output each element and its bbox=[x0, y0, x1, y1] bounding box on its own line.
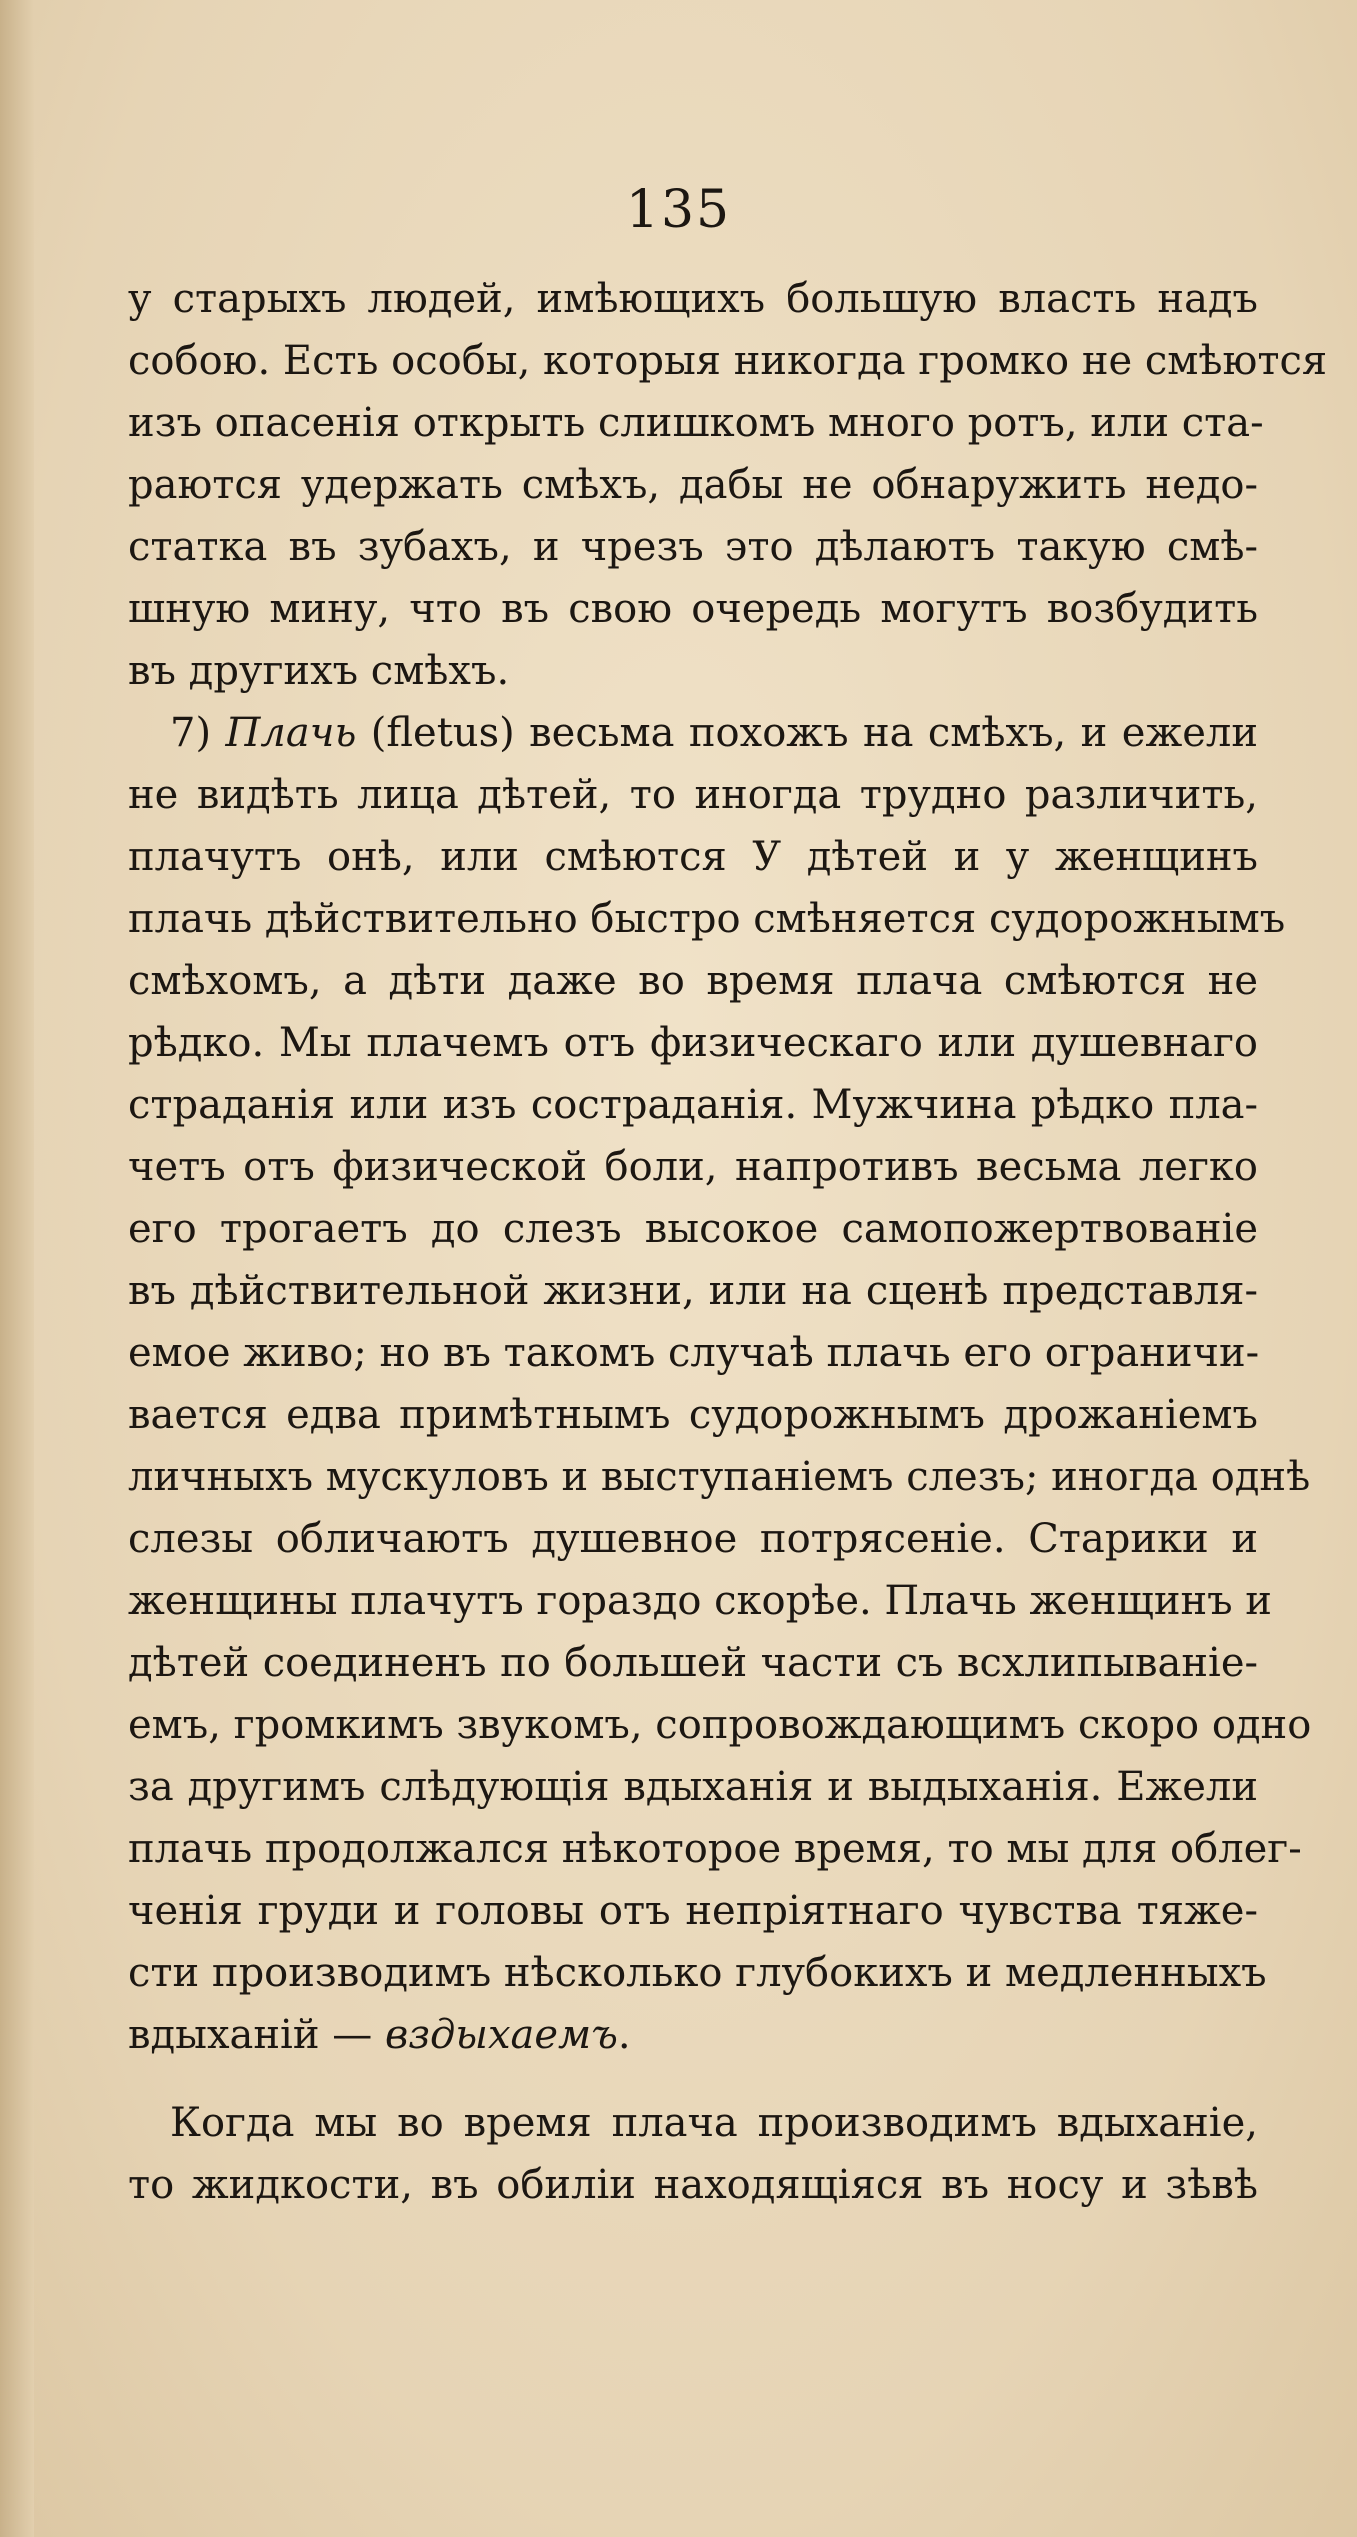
text-line: женщины плачутъ гораздо скорѣе. Плачь женщинъ и bbox=[128, 1578, 1272, 1624]
text-line: то жидкости, въ обиліи находящіяся въ носу и зѣвѣ bbox=[128, 2162, 1258, 2208]
text-line: личныхъ мускуловъ и выступаніемъ слезъ; иногда однѣ bbox=[128, 1454, 1311, 1500]
section-number: 7) bbox=[170, 710, 226, 756]
text-line bbox=[128, 2004, 1258, 2066]
text-line: вается едва примѣтнымъ судорожнымъ дрожаніемъ bbox=[128, 1392, 1258, 1438]
text-line: ченія груди и головы отъ непріятнаго чувства тяже- bbox=[128, 1888, 1258, 1934]
term-italic: вздыхаемъ bbox=[384, 2012, 618, 2058]
body-text bbox=[128, 268, 1328, 2216]
text-line: емъ, громкимъ звукомъ, сопровождающимъ скоро одно bbox=[128, 1702, 1312, 1748]
text-line: не видѣть лица дѣтей, то иногда трудно различить, bbox=[128, 772, 1258, 818]
text-line: у старыхъ людей, имѣющихъ большую власть надъ bbox=[128, 276, 1258, 322]
text-line: страданія или изъ состраданія. Мужчина рѣдко пла- bbox=[128, 1082, 1258, 1128]
page-gutter bbox=[0, 0, 34, 2537]
text-line: собою. Есть особы, которыя никогда громко не смѣются bbox=[128, 338, 1328, 384]
text-line: раются удержать смѣхъ, дабы не обнаружить недо- bbox=[128, 462, 1258, 508]
text-line: смѣхомъ, а дѣти даже во время плача смѣются не bbox=[128, 958, 1258, 1004]
paragraph-7-first-line bbox=[128, 702, 1258, 764]
text-line: слезы обличаютъ душевное потрясеніе. Старики и bbox=[128, 1516, 1258, 1562]
page-number: 135 bbox=[625, 180, 732, 240]
text-line: четъ отъ физической боли, напротивъ весьма легко bbox=[128, 1144, 1258, 1190]
text-line: емое живо; но въ такомъ случаѣ плачь его ограничи- bbox=[128, 1330, 1260, 1376]
text-line: плачь дѣйствительно быстро смѣняется судорожнымъ bbox=[128, 896, 1286, 942]
text-line: въ дѣйствительной жизни, или на сценѣ представля- bbox=[128, 1268, 1258, 1314]
text-line: статка въ зубахъ, и чрезъ это дѣлаютъ такую смѣ- bbox=[128, 524, 1258, 570]
text-line: дѣтей соединенъ по большей части съ всхлипываніе- bbox=[128, 1640, 1258, 1686]
text-line: за другимъ слѣдующія вдыханія и выдыханія. Ежели bbox=[128, 1764, 1258, 1810]
text-line: плачутъ онѣ, или смѣются У дѣтей и у женщинъ bbox=[128, 834, 1258, 880]
text-line: его трогаетъ до слезъ высокое самопожертвованіе bbox=[128, 1206, 1258, 1252]
text-line: сти производимъ нѣсколько глубокихъ и медленныхъ bbox=[128, 1950, 1267, 1996]
paragraph-first-line: Когда мы во время плача производимъ вдыханіе, bbox=[170, 2100, 1258, 2146]
text-line: шную мину, что въ свою очередь могутъ возбудить bbox=[128, 586, 1258, 632]
text-line: въ другихъ смѣхъ. bbox=[128, 648, 510, 694]
text-fragment: (fletus) весьма похожъ на смѣхъ, и ежели bbox=[356, 710, 1258, 756]
text-fragment: . bbox=[617, 2012, 631, 2058]
term-italic: Плачь bbox=[225, 710, 357, 756]
text-line: плачь продолжался нѣкоторое время, то мы для облег- bbox=[128, 1826, 1302, 1872]
text-fragment: вдыханій — bbox=[128, 2012, 385, 2058]
text-line: рѣдко. Мы плачемъ отъ физическаго или душевнаго bbox=[128, 1020, 1258, 1066]
text-line: изъ опасенія открыть слишкомъ много ротъ, или ста- bbox=[128, 400, 1264, 446]
